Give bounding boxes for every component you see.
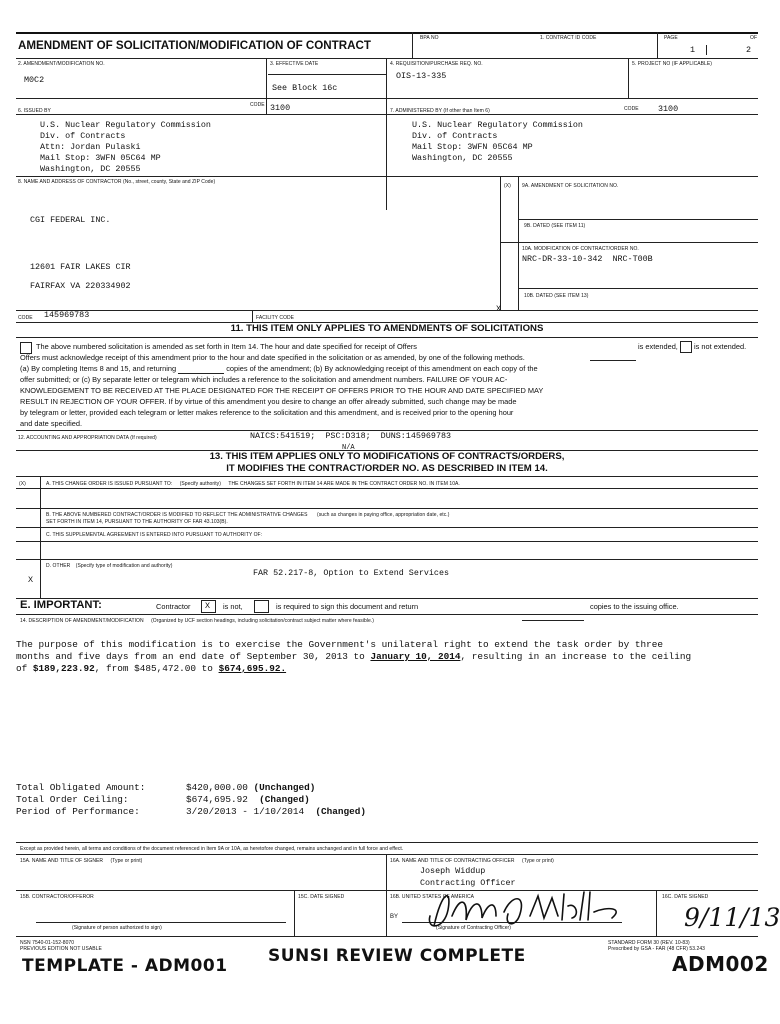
- contractor-label-note: (No., street, county, State and ZIP Code): [122, 179, 216, 185]
- change-b-label-2: SET FORTH IN ITEM 14, PURSUANT TO THE AUTHORITY OF FAR 43.103(B).: [46, 519, 228, 525]
- change-d-value: FAR 52.217-8, Option to Extend Services: [253, 568, 450, 578]
- nsn-label: NSN 7540-01-152-8070: [20, 940, 75, 946]
- new-ceiling: $674,695.92.: [218, 663, 287, 674]
- adm-stamp: ADM002: [672, 952, 769, 976]
- section-11-line2: Offers must acknowledge receipt of this amendment prior to the hour and date specified in the solicitation or as amended, by one of the following methods.: [20, 353, 525, 362]
- accounting-label-note: (If required): [130, 435, 157, 441]
- amendment-of-solicitation-label: 9A. AMENDMENT OF SOLICITATION NO.: [522, 183, 619, 189]
- is-not-extended-label: is not extended.: [694, 342, 747, 351]
- change-d-text: D. OTHER: [46, 563, 71, 569]
- summary-obligated: [16, 782, 315, 793]
- signer-name-label: [20, 858, 142, 864]
- contractor-offeror-label: 15B. CONTRACTOR/OFFEROR: [20, 894, 94, 900]
- summary-period-value: 3/20/2013 - 1/10/2014: [186, 806, 305, 817]
- is-extended-label: is extended,: [638, 342, 678, 351]
- signer-name-label-text: 15A. NAME AND TITLE OF SIGNER: [20, 858, 104, 864]
- accounting-label: [18, 435, 157, 441]
- description-para-1: The purpose of this modification is to exercise the Government's unilateral right to extend the task order by three: [16, 639, 663, 650]
- change-d-x-mark: X: [28, 575, 34, 585]
- description-para-3a: of: [16, 663, 33, 674]
- section-11-line1: The above numbered solicitation is amended as set forth in Item 14. The hour and date specified for receipt of Offers: [36, 342, 417, 351]
- page-label: PAGE: [664, 35, 678, 41]
- modification-x-mark: X: [496, 304, 502, 314]
- new-end-date: January 10, 2014: [370, 651, 461, 662]
- is-not-checkbox[interactable]: [201, 600, 216, 613]
- summary-obligated-label: Total Obligated Amount:: [16, 782, 146, 793]
- contractor-code-label: CODE: [18, 315, 33, 321]
- previous-edition-label: PREVIOUS EDITION NOT USABLE: [20, 946, 102, 952]
- summary-period-label: Period of Performance:: [16, 806, 140, 817]
- co-date-label: 16C. DATE SIGNED: [662, 894, 709, 900]
- contractor-date-label: 15C. DATE SIGNED: [298, 894, 345, 900]
- template-stamp: TEMPLATE - ADM001: [22, 956, 228, 976]
- section-11-line8: and date specified.: [20, 419, 83, 428]
- important-label: E. IMPORTANT:: [20, 599, 102, 611]
- change-d-note: (Specify type of modification and authority): [75, 563, 173, 569]
- effective-date-value: See Block 16c: [272, 83, 338, 93]
- accounting-label-text: 12. ACCOUNTING AND APPROPRIATION DATA: [18, 435, 129, 441]
- description-para-2b: , resulting in an increase to the ceiling: [460, 651, 692, 662]
- sunsi-stamp: SUNSI REVIEW COMPLETE: [268, 946, 526, 966]
- administered-by-note: (If other than Item 6): [443, 108, 490, 114]
- summary-ceiling-label: Total Order Ceiling:: [16, 794, 129, 805]
- form-title: AMENDMENT OF SOLICITATION/MODIFICATION OF CONTRACT: [18, 39, 371, 52]
- co-name-label-text: 16A. NAME AND TITLE OF CONTRACTING OFFICER: [390, 858, 515, 864]
- change-b-note: (such as changes in paying office, appropriation date, etc.): [317, 512, 450, 518]
- admin-code: 3100: [658, 104, 679, 114]
- issued-line: Div. of Contracts: [40, 131, 126, 141]
- amendment-no-value: M0C2: [24, 75, 45, 85]
- co-name: Joseph Widdup: [420, 866, 486, 876]
- contractor-signature-caption: (Signature of person authorized to sign): [72, 925, 162, 931]
- description-para-2: [16, 651, 691, 662]
- change-b-text: B. THE ABOVE NUMBERED CONTRACT/ORDER IS MODIFIED TO REFLECT THE ADMINISTRATIVE CHANGES: [46, 512, 308, 518]
- modification-no-label: 10A. MODIFICATION OF CONTRACT/ORDER NO.: [522, 246, 639, 252]
- project-no-label: 5. PROJECT NO (IF APPLICABLE): [632, 61, 712, 67]
- section-11-line6: RESULT IN REJECTION OF YOUR OFFER. If by virtue of this amendment you desire to change an offer already submitted, such change may be made: [20, 397, 517, 406]
- admin-line: Washington, DC 20555: [412, 153, 513, 163]
- description-label-text: 14. DESCRIPTION OF AMENDMENT/MODIFICATION: [20, 618, 144, 624]
- administered-by-address: [412, 120, 583, 164]
- issued-by-address: [40, 120, 211, 175]
- co-signature-caption: (Signature of Contracting Officer): [436, 925, 511, 931]
- summary-ceiling-status: (Changed): [259, 794, 310, 805]
- extended-blank: [590, 343, 636, 361]
- summary-ceiling: [16, 794, 310, 805]
- contractor-label: [18, 179, 215, 185]
- not-extended-checkbox[interactable]: [680, 341, 692, 353]
- summary-period: [16, 806, 366, 817]
- signer-name-label-note: (Type or print): [110, 858, 143, 864]
- admin-line: Mail Stop: 3WFN 05C64 MP: [412, 142, 533, 152]
- administered-by-text: 7. ADMINISTERED BY: [390, 108, 442, 114]
- is-not-label: is not,: [223, 602, 243, 611]
- contract-id-label: 1. CONTRACT ID CODE: [540, 35, 597, 41]
- issued-line: Washington, DC 20555: [40, 164, 141, 174]
- amendment-no-label: 2. AMENDMENT/MODIFICATION NO.: [18, 61, 105, 67]
- section-13-title-2: IT MODIFIES THE CONTRACT/ORDER NO. AS DESCRIBED IN ITEM 14.: [226, 463, 548, 474]
- issued-line: Attn: Jordan Pulaski: [40, 142, 141, 152]
- co-name-label: [390, 858, 554, 864]
- effective-date-label: 3. EFFECTIVE DATE: [270, 61, 319, 67]
- dated-10b-label: 10B. DATED (SEE ITEM 13): [524, 293, 589, 299]
- of-label: OF: [750, 35, 758, 41]
- section-11-line5: KNOWLEDGEMENT TO BE RECEIVED AT THE PLACE DESIGNATED FOR THE RECEIPT OF OFFERS PRIOR TO THE HOUR AND DATE SPECIFIED MAY: [20, 386, 544, 395]
- issued-line: U.S. Nuclear Regulatory Commission: [40, 120, 211, 130]
- section-13-title-1: 13. THIS ITEM APPLIES ONLY TO MODIFICATIONS OF CONTRACTS/ORDERS,: [209, 451, 565, 462]
- admin-line: Div. of Contracts: [412, 131, 498, 141]
- change-a-text: A. THIS CHANGE ORDER IS ISSUED PURSUANT TO:: [46, 481, 173, 487]
- description-label-note: (Organized by UCF section headings, including solicitation/contract subject matter where feasible.): [151, 618, 374, 624]
- issued-code: 3100: [270, 103, 291, 113]
- by-label: BY: [390, 914, 399, 920]
- contractor-street: 12601 FAIR LAKES CIR: [30, 262, 131, 272]
- copies-return-blank: [522, 603, 584, 621]
- description-para-3b: , from $485,472.00 to: [94, 663, 219, 674]
- section-11-line3b: copies of the amendment; (b) By acknowledging receipt of this amendment on each copy of the: [226, 364, 538, 373]
- section-11-line4: offer submitted; or (c) By separate letter or telegram which includes a reference to the solicitation and amendment numbers. FAILURE OF YOUR AC-: [20, 375, 508, 384]
- issued-line: Mail Stop: 3WFN 05C64 MP: [40, 153, 161, 163]
- x-column-label: (X): [504, 183, 511, 189]
- dated-9b-label: 9B. DATED (SEE ITEM 11): [524, 223, 586, 229]
- issued-by-label: 6. ISSUED BY: [18, 108, 51, 114]
- page-count: 2: [746, 45, 752, 55]
- admin-line: U.S. Nuclear Regulatory Commission: [412, 120, 583, 130]
- summary-period-status: (Changed): [315, 806, 367, 817]
- change-d-label: [46, 563, 172, 569]
- description-para-3: [16, 663, 286, 674]
- copies-blank-line: [178, 365, 224, 374]
- summary-ceiling-value: $674,695.92: [186, 794, 248, 805]
- description-para-2a: months and five days from an end date of September 30, 2013 to: [16, 651, 371, 662]
- description-label: [20, 618, 374, 624]
- co-signature: [412, 886, 632, 934]
- change-a-note: (Specify authority): [179, 481, 221, 487]
- is-required-checkbox[interactable]: [254, 600, 269, 613]
- change-a-rest: THE CHANGES SET FORTH IN ITEM 14 ARE MADE IN THE CONTRACT ORDER NO. IN ITEM 10A.: [228, 481, 460, 487]
- requisition-label: 4. REQUISITION/PURCHASE REQ. NO.: [390, 61, 483, 67]
- admin-code-label: CODE: [624, 106, 639, 112]
- co-date-signed: 9/11/13: [684, 903, 780, 932]
- contractor-name: CGI FEDERAL INC.: [30, 215, 111, 225]
- contractor-code-value: 145969783: [44, 310, 90, 320]
- contractor-label-text: 8. NAME AND ADDRESS OF CONTRACTOR: [18, 179, 122, 185]
- section-11-line3a: (a) By completing Items 8 and 15, and returning: [20, 364, 177, 373]
- prescribed-by-label: Prescribed by GSA - FAR (48 CFR) 53.243: [608, 946, 705, 952]
- footer-note: Except as provided herein, all terms and conditions of the document referenced in Item 9A or 10A, as heretofore changed, remains unchanged and in full force and effect.: [20, 846, 404, 852]
- accounting-na: N/A: [342, 444, 355, 452]
- change-c-label: C. THIS SUPPLEMENTAL AGREEMENT IS ENTERED INTO PURSUANT TO AUTHORITY OF:: [46, 532, 263, 538]
- summary-obligated-status: (Unchanged): [253, 782, 316, 793]
- ceiling-increase: $189,223.92: [32, 663, 95, 674]
- facility-code-label: FACILITY CODE: [256, 315, 295, 321]
- standard-form-label: STANDARD FORM 30 (REV. 10-83): [608, 940, 690, 946]
- is-required-label: is required to sign this document and return: [276, 602, 419, 611]
- contractor-city: FAIRFAX VA 220334902: [30, 281, 131, 291]
- is-not-checkbox-mark: X: [205, 601, 211, 611]
- accounting-value: NAICS:541519; PSC:D318; DUNS:145969783: [250, 431, 452, 441]
- bpa-label: BPA NO: [420, 35, 439, 41]
- section-11-line7: by telegram or letter, provided each telegram or letter makes reference to the solicitation and this amendment, and is received prior to the opening hour: [20, 408, 514, 417]
- issued-code-label: CODE: [250, 102, 265, 108]
- summary-obligated-value: $420,000.00: [186, 782, 248, 793]
- co-title: Contracting Officer: [420, 878, 516, 888]
- usa-label: 16B. UNITED STATES OF AMERICA: [390, 894, 475, 900]
- requisition-value: OIS-13-335: [396, 71, 447, 81]
- co-name-label-note: (Type or print): [521, 858, 554, 864]
- section-11-title: 11. THIS ITEM ONLY APPLIES TO AMENDMENTS OF SOLICITATIONS: [230, 323, 544, 334]
- page-number: 1: [690, 45, 696, 55]
- change-a-label: [46, 481, 460, 487]
- section-11-line3: [20, 364, 538, 374]
- extended-blank-line: [590, 352, 636, 361]
- change-b-label: [46, 512, 449, 518]
- contractor-word: Contractor: [156, 602, 191, 611]
- section-13-x-label: (X): [19, 481, 26, 487]
- modification-no-value: NRC-DR-33-10-342 NRC-T00B: [522, 254, 653, 264]
- copies-label: copies to the issuing office.: [590, 602, 679, 611]
